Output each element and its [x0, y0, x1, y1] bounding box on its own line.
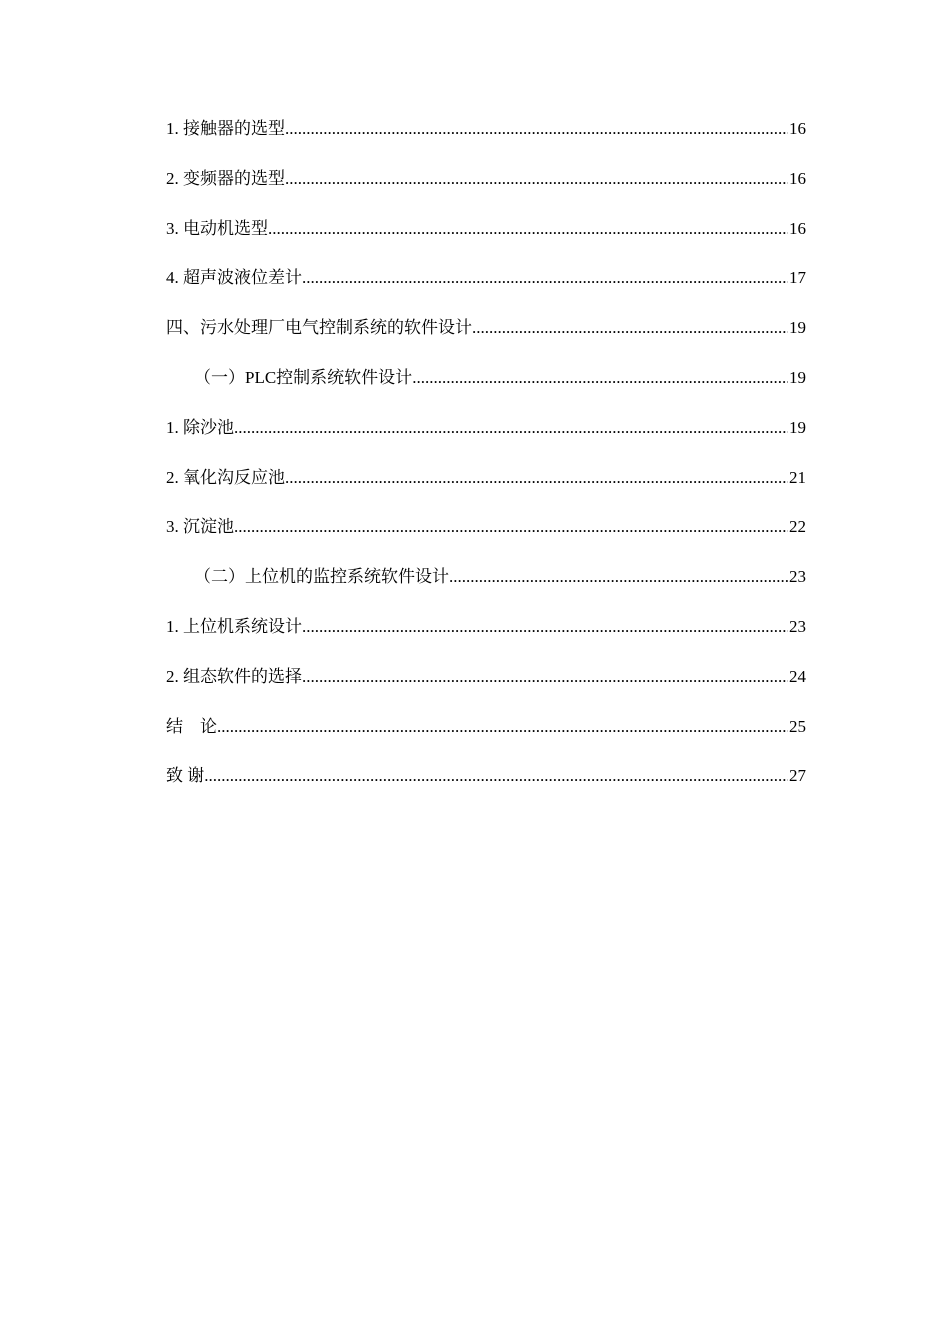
toc-entry-title: 4. 超声波液位差计: [166, 268, 302, 288]
toc-dot-leader: [302, 665, 788, 689]
toc-page-number: 25: [789, 716, 806, 736]
toc-entry[interactable]: [166, 316, 806, 340]
toc-entry-title: 2. 变频器的选型: [166, 168, 285, 188]
toc-page-number: 19: [789, 417, 806, 437]
toc-entry-title: 2. 氧化沟反应池: [166, 467, 285, 487]
toc-page-number: 24: [789, 666, 806, 686]
toc-entry[interactable]: [166, 515, 806, 539]
toc-page-number: 19: [789, 367, 806, 387]
toc-entry[interactable]: [166, 615, 806, 639]
toc-entry-title: （二）上位机的监控系统软件设计: [194, 567, 449, 587]
toc-entry[interactable]: [166, 366, 806, 390]
toc-page-number: 17: [789, 268, 806, 288]
toc-entry-title: 3. 电动机选型: [166, 218, 268, 238]
toc-entry-title: 3. 沉淀池: [166, 517, 234, 537]
toc-dot-leader: [449, 565, 788, 589]
toc-dot-leader: [285, 466, 788, 490]
toc-page-number: 23: [789, 616, 806, 636]
toc-dot-leader: [268, 217, 788, 241]
toc-entry-title: 2. 组态软件的选择: [166, 666, 302, 686]
toc-page-number: 16: [789, 168, 806, 188]
table-of-contents: [166, 117, 806, 814]
toc-entry-title: 致 谢: [166, 766, 205, 786]
toc-entry-title: 结 论: [166, 716, 217, 736]
toc-dot-leader: [302, 615, 788, 639]
toc-page-number: 16: [789, 119, 806, 138]
toc-dot-leader: [285, 167, 788, 191]
toc-entry[interactable]: [166, 266, 806, 290]
toc-entry[interactable]: [166, 416, 806, 440]
toc-entry-title: （一）PLC控制系统软件设计: [194, 367, 413, 387]
toc-dot-leader: [285, 117, 788, 141]
toc-entry[interactable]: [166, 466, 806, 490]
toc-entry[interactable]: [166, 565, 806, 589]
toc-page-number: 16: [789, 218, 806, 238]
toc-dot-leader: [204, 764, 788, 788]
toc-dot-leader: [217, 715, 788, 739]
toc-dot-leader: [234, 515, 788, 539]
toc-page-number: 23: [789, 567, 806, 587]
toc-entry[interactable]: [166, 217, 806, 241]
toc-dot-leader: [302, 266, 788, 290]
toc-page-number: 19: [789, 318, 806, 338]
toc-entry-title: 1. 接触器的选型: [166, 119, 285, 138]
toc-page-number: 22: [789, 517, 806, 537]
toc-page-number: 27: [789, 766, 806, 786]
toc-entry[interactable]: [166, 117, 806, 141]
toc-entry-title: 1. 上位机系统设计: [166, 616, 302, 636]
toc-entry[interactable]: [166, 167, 806, 191]
toc-dot-leader: [234, 416, 788, 440]
toc-entry-title: 四、污水处理厂电气控制系统的软件设计: [166, 318, 472, 338]
toc-entry[interactable]: [166, 764, 806, 788]
toc-page-number: 21: [789, 467, 806, 487]
toc-entry[interactable]: [166, 715, 806, 739]
toc-dot-leader: [472, 316, 788, 340]
toc-dot-leader: [412, 366, 788, 390]
toc-entry-title: 1. 除沙池: [166, 417, 234, 437]
toc-entry[interactable]: [166, 665, 806, 689]
